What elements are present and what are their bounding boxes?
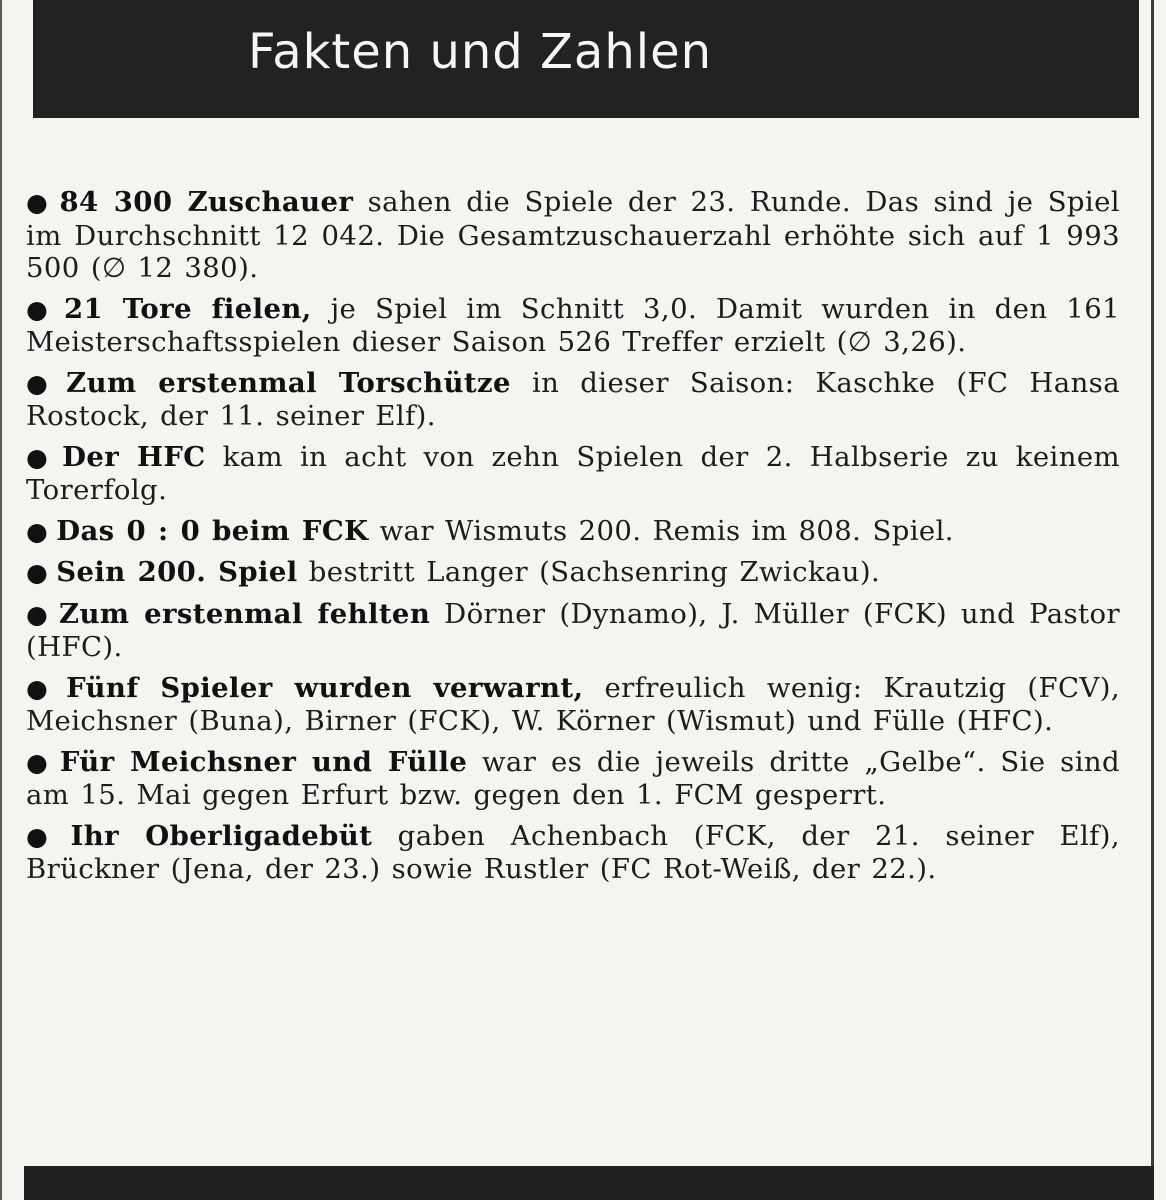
fact-item — [26, 515, 1120, 549]
fact-item — [26, 186, 1120, 285]
footer-rule — [24, 1166, 1154, 1200]
fact-item — [26, 441, 1120, 507]
right-column-rule — [1151, 0, 1154, 1200]
fact-item — [26, 598, 1120, 664]
fact-lead: Zum erstenmal fehlten — [58, 597, 431, 630]
fact-item — [26, 556, 1120, 590]
bullet-icon: ● — [26, 368, 59, 398]
left-column-rule — [0, 0, 2, 1200]
fact-lead: 21 Tore fielen, — [63, 292, 312, 325]
bullet-icon: ● — [26, 673, 59, 703]
fact-text: in dieser Saison: Kaschke (FC Hansa Rostock, der 11. seiner Elf). — [26, 366, 1120, 432]
fact-item — [26, 672, 1120, 738]
fact-lead: Fünf Spieler wurden verwarnt, — [66, 671, 584, 704]
fact-text: sahen die Spiele der 23. Runde. Das sind je Spiel im Durchschnitt 12 042. Die Gesamtzuschauerzahl erhöhte sich auf 1 993 500 (∅ 12 380). — [26, 186, 1121, 284]
fact-item — [26, 367, 1120, 433]
fact-text: Dörner (Dynamo), J. Müller (FCK) und Pastor (HFC). — [26, 597, 1120, 663]
header-banner — [33, 0, 1139, 118]
bullet-icon: ● — [26, 599, 51, 629]
fact-lead: Sein 200. Spiel — [56, 556, 298, 588]
bullet-icon: ● — [26, 294, 56, 324]
bullet-icon: ● — [26, 558, 49, 587]
fact-lead: Zum erstenmal Torschütze — [66, 366, 511, 399]
page-title: Fakten und Zahlen — [248, 24, 713, 80]
fact-item — [26, 746, 1120, 812]
bullet-icon: ● — [26, 442, 55, 472]
fact-lead: 84 300 Zuschauer — [59, 186, 354, 218]
fact-item — [26, 820, 1120, 886]
fact-lead: Für Meichsner und Fülle — [59, 745, 468, 778]
bullet-icon: ● — [26, 821, 63, 851]
fact-text: je Spiel im Schnitt 3,0. Damit wurden in den 161 Meisterschaftsspielen dieser Saison 526 Treffer erzielt (∅ 3,26). — [26, 292, 1121, 358]
fact-text: erfreulich wenig: Krautzig (FCV), Meichsner (Buna), Birner (FCK), W. Körner (Wismut) und Fülle (HFC). — [26, 671, 1121, 737]
bullet-icon: ● — [26, 188, 52, 217]
facts-list — [26, 186, 1120, 894]
fact-lead: Ihr Oberligadebüt — [70, 819, 373, 852]
bullet-icon: ● — [26, 747, 52, 777]
fact-text: war es die jeweils dritte „Gelbe“. Sie sind am 15. Mai gegen Erfurt bzw. gegen den 1. FCM gesperrt. — [26, 745, 1120, 811]
fact-text: gaben Achenbach (FCK, der 21. seiner Elf), Brückner (Jena, der 23.) sowie Rustler (FC Rot-Weiß, der 22.). — [26, 819, 1120, 885]
fact-text: war Wismuts 200. Remis im 808. Spiel. — [368, 514, 954, 547]
fact-text: bestritt Langer (Sachsenring Zwickau). — [297, 556, 881, 588]
bullet-icon: ● — [26, 516, 49, 546]
fact-item — [26, 293, 1120, 359]
fact-lead: Das 0 : 0 beim FCK — [56, 514, 369, 547]
fact-lead: Der HFC — [62, 440, 206, 473]
fact-text: kam in acht von zehn Spielen der 2. Halbserie zu keinem Torerfolg. — [26, 440, 1120, 506]
